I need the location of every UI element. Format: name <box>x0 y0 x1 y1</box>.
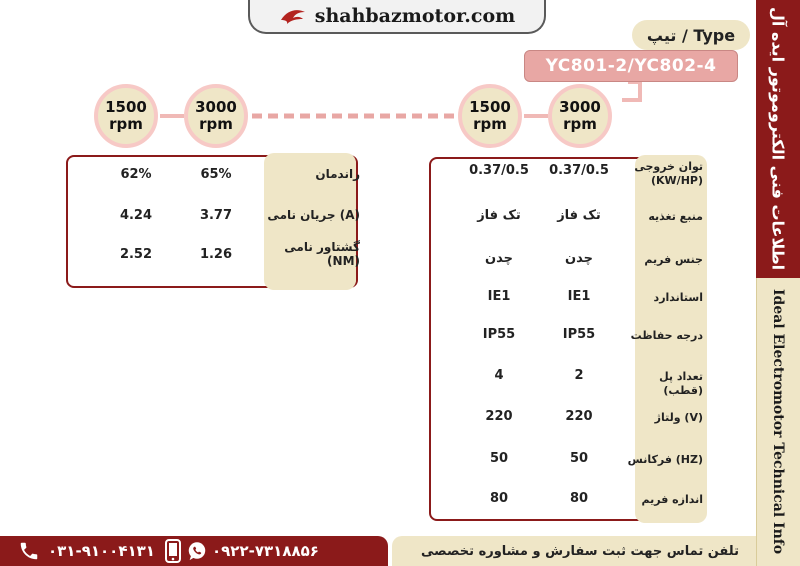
value-3000: 2 <box>574 368 584 383</box>
table-row <box>429 318 705 354</box>
row-label: اندازه فریم <box>641 493 703 506</box>
whatsapp-icon <box>186 540 208 562</box>
row-label: تعداد پل (قطب) <box>659 370 703 397</box>
value-3000: 3.77 <box>199 207 233 223</box>
row-label: جنس فریم <box>644 253 703 266</box>
value-1500: تک فاز <box>477 208 521 223</box>
mobile-icon <box>164 539 182 563</box>
type-label: تیپ / Type <box>632 20 750 50</box>
row-label: توان خروجی (KW/HP) <box>634 160 703 187</box>
table-row <box>66 158 360 190</box>
rpm-1500-right: 1500 rpm <box>458 84 522 148</box>
landline-number[interactable]: ۰۳۱-۹۱۰۰۴۱۳۱ <box>48 542 155 560</box>
phone-icon <box>18 540 40 562</box>
table-row <box>429 280 705 316</box>
value-3000: تک فاز <box>557 208 601 223</box>
site-name[interactable]: shahbazmotor.com <box>314 5 516 27</box>
model-name: YC801-2/YC802-4 <box>524 50 738 82</box>
row-label: درجه حفاظت <box>630 329 703 342</box>
value-1500: 0.37/0.5 <box>469 163 529 178</box>
value-1500: چدن <box>485 251 513 266</box>
row-label: راندمان <box>315 167 360 181</box>
row-label: استاندارد <box>653 291 703 304</box>
value-3000: 0.37/0.5 <box>549 163 609 178</box>
value-1500: 220 <box>485 409 513 424</box>
table-row <box>429 199 705 235</box>
value-3000: 65% <box>200 166 232 182</box>
row-label: فرکانس (HZ) <box>627 453 703 466</box>
side-strip-bottom-label: Ideal Electromotor Technical Info <box>770 289 786 555</box>
side-strip-top-label: اطلاعات فنی الکتروموتور ایده آل <box>768 7 788 271</box>
rpm-1500-left: 1500 rpm <box>94 84 158 148</box>
rpm-3000-right: 3000 rpm <box>548 84 612 148</box>
eagle-logo-icon <box>279 6 307 26</box>
value-1500: 80 <box>489 491 509 506</box>
row-label: منبع تغذیه <box>648 210 703 223</box>
table-row <box>429 442 705 478</box>
contact-caption: تلفن تماس جهت ثبت سفارش و مشاوره تخصصی <box>421 543 739 559</box>
value-3000: 80 <box>569 491 589 506</box>
rpm-3000-left: 3000 rpm <box>184 84 248 148</box>
value-3000: 220 <box>565 409 593 424</box>
value-1500: 2.52 <box>119 246 153 262</box>
value-1500: 4 <box>494 368 504 383</box>
value-1500: IP55 <box>482 327 516 342</box>
value-3000: 1.26 <box>199 246 233 262</box>
table-row <box>429 242 705 278</box>
value-1500: 62% <box>120 166 152 182</box>
row-label: گشتاور نامی (NM) <box>284 240 360 268</box>
value-3000: چدن <box>565 251 593 266</box>
row-label: ولتاژ (V) <box>654 411 703 424</box>
mobile-number[interactable]: ۰۹۲۲-۷۳۱۸۸۵۶ <box>212 542 319 560</box>
value-3000: IP55 <box>562 327 596 342</box>
value-1500: 50 <box>489 451 509 466</box>
table-row <box>66 199 360 231</box>
table-row <box>429 359 705 395</box>
table-row <box>429 156 705 192</box>
row-label: جریان نامی (A) <box>267 208 360 222</box>
table-row <box>429 400 705 436</box>
table-row <box>429 482 705 518</box>
value-3000: 50 <box>569 451 589 466</box>
site-banner <box>248 0 546 34</box>
value-3000: IE1 <box>567 289 591 304</box>
value-1500: IE1 <box>487 289 511 304</box>
table-row <box>66 238 360 270</box>
value-1500: 4.24 <box>119 207 153 223</box>
